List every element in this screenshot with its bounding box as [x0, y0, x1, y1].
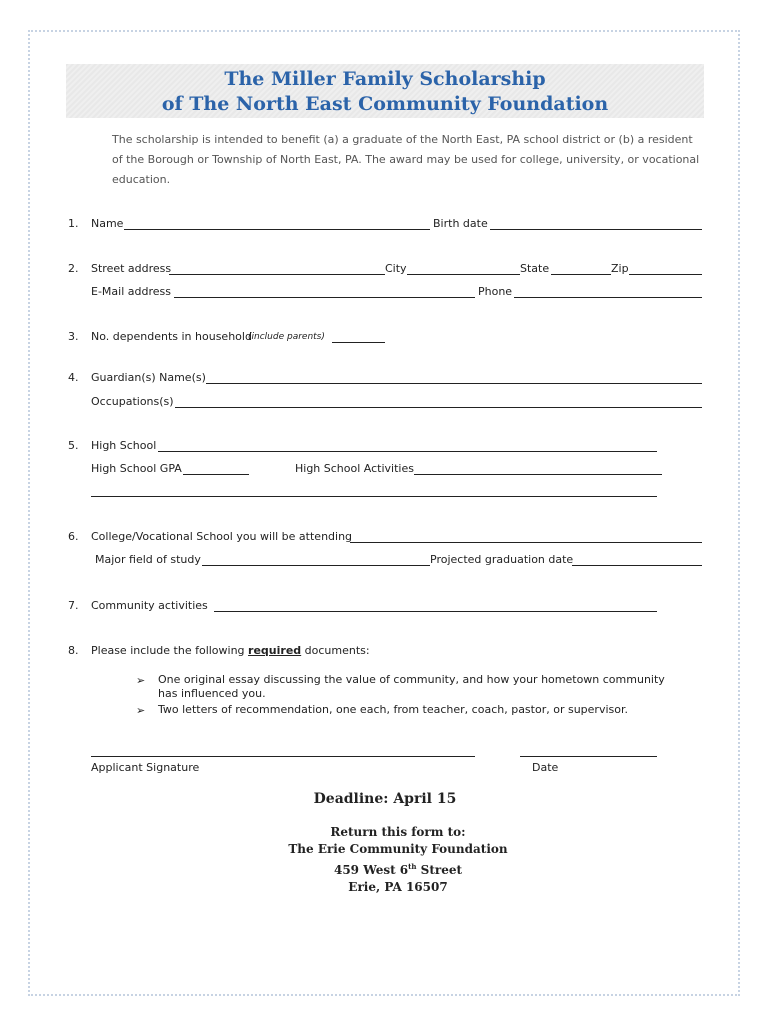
- guardians-field[interactable]: [206, 383, 702, 384]
- college-field[interactable]: [350, 542, 702, 543]
- row-occupations: [0, 394, 770, 412]
- city-label: City: [385, 262, 407, 275]
- community-label: Community activities: [91, 599, 208, 612]
- required-doc-essay: One original essay discussing the value of community, and how your hometown community has influenced you.: [158, 673, 665, 700]
- return-street: 459 West 6th Street: [333, 862, 463, 877]
- form-title-line-2: of The North East Community Foundation: [161, 93, 609, 115]
- dependents-field[interactable]: [332, 342, 385, 343]
- return-heading: Return this form to:: [330, 825, 466, 839]
- street-address-label: Street address: [91, 262, 172, 275]
- deadline: Deadline: April 15: [313, 791, 457, 807]
- street-address-field[interactable]: [169, 274, 385, 275]
- row-hs-gpa: [0, 461, 770, 479]
- applicant-signature-field[interactable]: [91, 756, 475, 757]
- occupations-label: Occupations(s): [91, 395, 174, 408]
- intro-paragraph: The scholarship is intended to benefit (a) a graduate of the North East, PA school district or (b) a resident of the Borough or Township of North East, PA. The award may be used for college, university, or vocational education.: [112, 133, 700, 186]
- arrow-bullet-icon: ➢: [136, 674, 146, 687]
- item-number: 7.: [68, 599, 79, 612]
- title-banner: [66, 64, 704, 118]
- phone-label: Phone: [478, 285, 513, 298]
- grad-date-label: Projected graduation date: [430, 553, 574, 566]
- state-field[interactable]: [551, 274, 611, 275]
- major-label: Major field of study: [95, 553, 201, 566]
- hs-activities-field[interactable]: [414, 474, 662, 475]
- row-required-docs: [0, 643, 770, 661]
- row-email: [0, 284, 770, 302]
- community-field[interactable]: [214, 611, 657, 612]
- signature-date-label: Date: [532, 761, 559, 774]
- occupations-field[interactable]: [175, 407, 702, 408]
- state-label: State: [520, 262, 550, 275]
- row-dependents: [0, 329, 770, 347]
- phone-field[interactable]: [514, 297, 702, 298]
- hs-activities-label: High School Activities: [295, 462, 414, 475]
- required-docs-label: Please include the following required documents:: [91, 644, 370, 657]
- hs-gpa-label: High School GPA: [91, 462, 182, 475]
- form-title-line-1: The Miller Family Scholarship: [224, 68, 546, 90]
- item-number: 2.: [68, 262, 79, 275]
- high-school-label: High School: [91, 439, 157, 452]
- email-field[interactable]: [174, 297, 475, 298]
- item-number: 5.: [68, 439, 79, 452]
- birth-date-label: Birth date: [433, 217, 488, 230]
- row-name: [0, 216, 770, 234]
- arrow-bullet-icon: ➢: [136, 704, 146, 717]
- return-address-block: [0, 824, 770, 896]
- item-number: 1.: [68, 217, 79, 230]
- name-field[interactable]: [124, 229, 430, 230]
- item-number: 8.: [68, 644, 79, 657]
- email-label: E-Mail address: [91, 285, 171, 298]
- city-field[interactable]: [407, 274, 520, 275]
- dependents-note: (include parents): [248, 332, 325, 342]
- zip-label: Zip: [611, 262, 629, 275]
- guardians-label: Guardian(s) Name(s): [91, 371, 206, 384]
- dependents-label: No. dependents in household: [91, 330, 252, 343]
- row-signature-labels: [0, 760, 770, 778]
- row-address: [0, 261, 770, 279]
- row-college: [0, 529, 770, 547]
- return-city: Erie, PA 16507: [348, 880, 448, 894]
- required-emphasis: required: [248, 644, 302, 657]
- zip-field[interactable]: [629, 274, 702, 275]
- major-field[interactable]: [202, 565, 430, 566]
- item-number: 4.: [68, 371, 79, 384]
- applicant-signature-label: Applicant Signature: [91, 761, 200, 774]
- row-major: [0, 552, 770, 570]
- college-label: College/Vocational School you will be attending: [91, 530, 353, 543]
- birth-date-field[interactable]: [490, 229, 702, 230]
- signature-date-field[interactable]: [520, 756, 657, 757]
- return-organization: The Erie Community Foundation: [288, 842, 508, 856]
- hs-activities-field-continued[interactable]: [91, 496, 657, 497]
- row-high-school: [0, 438, 770, 456]
- required-doc-letters: Two letters of recommendation, one each, from teacher, coach, pastor, or supervisor.: [158, 703, 628, 716]
- grad-date-field[interactable]: [572, 565, 702, 566]
- high-school-field[interactable]: [158, 451, 657, 452]
- row-guardians: [0, 370, 770, 388]
- name-label: Name: [91, 217, 124, 230]
- item-number: 3.: [68, 330, 79, 343]
- item-number: 6.: [68, 530, 79, 543]
- row-community: [0, 598, 770, 616]
- row-hs-activities-continued: [0, 483, 770, 501]
- hs-gpa-field[interactable]: [183, 474, 249, 475]
